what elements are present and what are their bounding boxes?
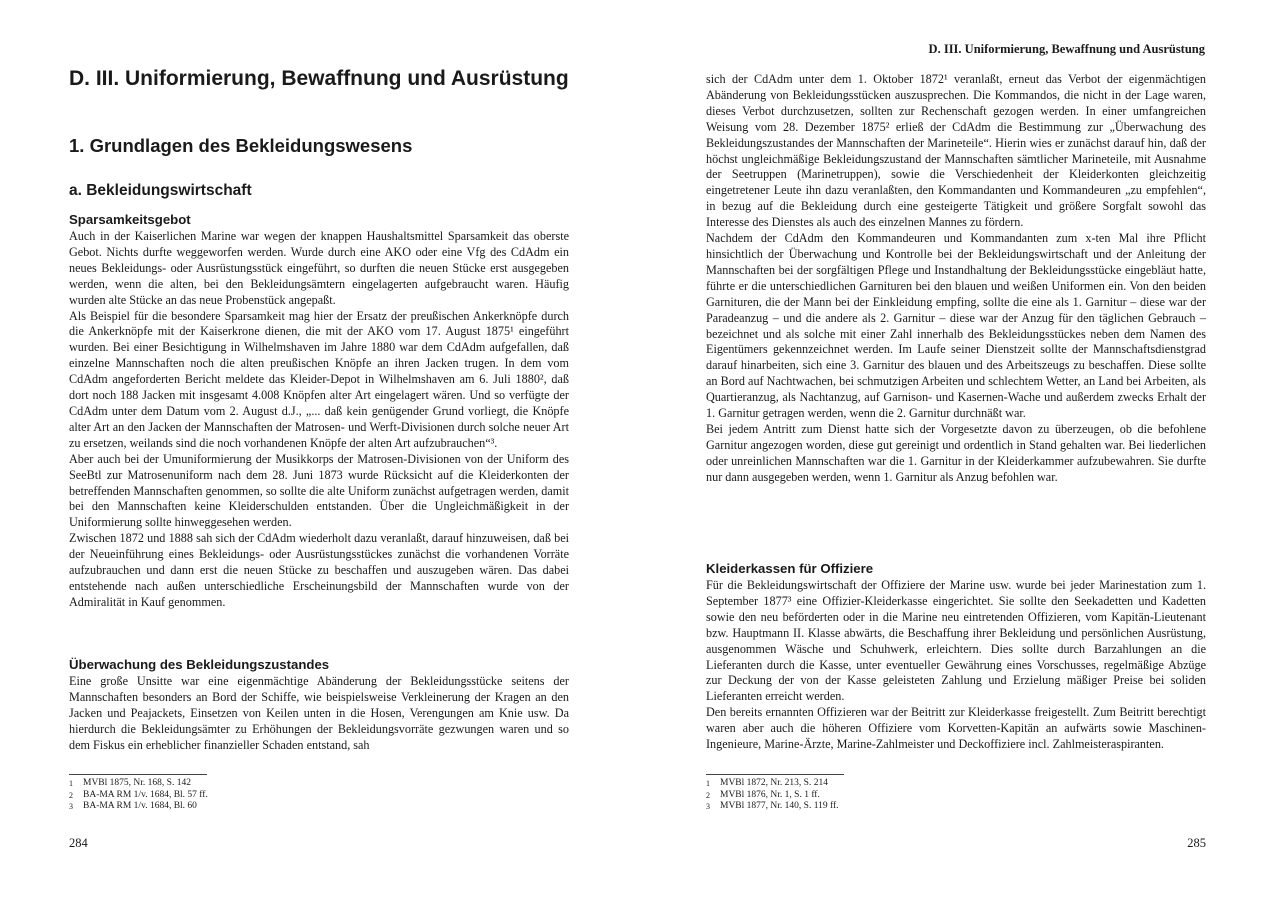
footnote <box>69 801 369 813</box>
paragraph: Auch in der Kaiserlichen Marine war wegen der knappen Haushaltsmittel Sparsamkeit das oberste Gebot. Nichts durfte weggeworfen werden. Wurde durch eine AKO oder eine Vfg des CdAdm ein neues Bekleidungs- oder Ausrüstungsstück eingeführt, so durften die neuen Stücke erst ausgegeben werden, wenn die alten, bei den Bekleidungsämtern eingelagerten aufgebraucht waren. Häufig wurden alte Stücke an das neue Probenstück angepaßt. <box>69 229 569 307</box>
footnote-separator <box>69 774 207 775</box>
footnote <box>706 801 1006 813</box>
paragraph: sich der CdAdm unter dem 1. Oktober 1872¹ veranlaßt, erneut das Verbot der eigenmächtigen Abänderung von Bekleidungsstücken auszusprechen. Die Kommandos, die nicht in der Lage waren, dieses Verbot durchzusetzen, sollten zur Rechenschaft gezogen werden. In einer umfangreichen Weisung vom 28. Dezember 1875² erließ der CdAdm die Bestimmung zur „Überwachung des Bekleidungszustandes der Mannschaften der Marineteile“. Hierin wies er zunächst darauf hin, daß der höchst ungleichmäßige Bekleidungszustand der Mannschaften sämtlicher Marineteile, mit Ausnahme der Seetruppen (Marinetruppen), sowie die Verschiedenheit der Kleiderkonten gleichzeitig eingetretener Leute ihn dazu veranlaßten, den Kommandanten und Kommandeuren „zu empfehlen“, in bezug auf die Bekleidung durch eine gesteigerte Tätigkeit und größere Sorgfalt sowohl das Interesse des Dienstes als auch des einzelnen Mannes zu fördern. <box>706 72 1206 230</box>
footnote-number: 2 <box>69 790 73 800</box>
paragraph: Für die Bekleidungswirtschaft der Offiziere der Marine usw. wurde bei jeder Marinestation zum 1. September 1877³ eine Offizier-Kleiderkasse eingerichtet. Sie sollte den Seekadetten und Kadetten sowie den neu beförderten oder in die Marine neu eintretenden Offizieren, vom Kapitän-Lieutenant bzw. Hauptmann II. Klasse abwärts, die Beschaffung ihrer Bekleidung und persönlichen Ausrüstung, ausgenommen Wäsche und Schuhwerk, erleichtern. Dies sollte durch Barzahlungen an die Lieferanten durch die Kasse, unter eventueller Gewährung eines Vorschusses, regelmäßige Abzüge zur Deckung der von der Kasse geleisteten Zahlung und Erzielung mäßiger Preise bei soliden Lieferanten erreicht werden. <box>706 578 1206 704</box>
footnote-text: BA-MA RM 1/v. 1684, Bl. 60 <box>83 801 197 811</box>
footnote <box>69 790 369 802</box>
footnote <box>706 778 1006 790</box>
footnote-text: MVBl 1877, Nr. 140, S. 119 ff. <box>720 801 839 811</box>
footnote-number: 1 <box>706 779 710 788</box>
paragraph: Den bereits ernannten Offizieren war der Beitritt zur Kleiderkasse freigestellt. Zum Beitritt berechtigt waren aber auch die höheren Offiziere vom Korvetten-Kapitän an aufwärts sowie Maschinen-Ingenieure, Marine-Ärzte, Marine-Zahlmeister und Deckoffiziere incl. Zahlmeisteraspiranten. <box>706 705 1206 752</box>
paragraph: Aber auch bei der Umuniformierung der Musikkorps der Matrosen-Divisionen von der Uniform des SeeBtl zur Matrosenuniform nach dem 28. Juni 1873 wurde Rücksicht auf die Kleiderkonten der betreffenden Mannschaften genommen, so sollte die alte Uniform zunächst aufgetragen werden, damit bei den Mannschaften keine Kleiderschulden entstanden. Über die Ungleichmäßigkeit in der Uniformierung sollte hinweggesehen werden. <box>69 451 569 530</box>
footnote-text: MVBl 1872, Nr. 213, S. 214 <box>720 778 828 788</box>
footnote-separator <box>706 774 844 775</box>
ueberwachung-section <box>69 656 569 754</box>
chapter-title: D. III. Uniformierung, Bewaffnung und Ausrüstung <box>69 67 569 90</box>
footnote <box>706 790 1006 802</box>
footnote <box>69 778 369 790</box>
footnotes <box>706 774 1006 813</box>
footnote-text: MVBl 1876, Nr. 1, S. 1 ff. <box>720 789 820 800</box>
heading-kleiderkassen: Kleiderkassen für Offiziere <box>706 561 874 576</box>
heading-ueberwachung: Überwachung des Bekleidungszustandes <box>69 657 330 672</box>
subsection-title: a. Bekleidungswirtschaft <box>69 182 252 199</box>
footnote-number: 3 <box>706 802 710 811</box>
page-number: 284 <box>69 836 88 850</box>
sparsamkeit-section <box>69 211 569 611</box>
heading-sparsamkeitsgebot: Sparsamkeitsgebot <box>69 212 191 227</box>
footnote-text: BA-MA RM 1/v. 1684, Bl. 57 ff. <box>83 789 208 800</box>
footnotes <box>69 774 369 813</box>
kleiderkassen-section <box>706 560 1206 753</box>
footnote-text: MVBl 1875, Nr. 168, S. 142 <box>83 778 191 788</box>
paragraph: Nachdem der CdAdm den Kommandeuren und Kommandanten zum x-ten Mal ihre Pflicht hinsichtlich der Überwachung und Kontrolle bei der Bekleidungswirtschaft und der Anleitung der Mannschaften bei der sorgfältigen Pflege und Instandhaltung der Bekleidungsstücke eingebläut hatte, führte er die unterschiedlichen Garnituren bei den blauen und weißen Uniformen ein. Von den beiden Garnituren, die der Mann bei der Einkleidung empfing, sollte die eine als 1. Garnitur – diese war der Paradeanzug – und die andere als 2. Garnitur – diese war der Anzug für den täglichen Gebrauch – bezeichnet und als solche mit einer Zahl innerhalb des Bekleidungsstückes neben dem Namen des Eigentümers gekennzeichnet werden. Im Laufe seiner Dienstzeit sollte der Mannschaftsdienstgrad darauf hinarbeiten, sich eine 3. Garnitur des blauen und des Arbeitszeugs zu beschaffen. Diese sollte an Bord auf Nachtwachen, bei schmutzigen Arbeiten und schlechtem Wetter, an Land bei Arbeiten, als Quartieranzug, als Nachtanzug, auf Garnison- und Kasernen-Wache und außerdem zwecks Erhalt der 1. Garnitur getragen werden, wenn die 2. Garnitur durchnäßt war. <box>706 231 1206 421</box>
paragraph: Als Beispiel für die besondere Sparsamkeit mag hier der Ersatz der preußischen Ankerknöpfe durch die Ankerknöpfe mit der Kaiserkrone dienen, die mit der AKO vom 17. August 1875¹ eingeführt wurden. Bei einer Besichtigung in Wilhelmshaven im Jahre 1880 war dem CdAdm aufgefallen, daß einzelne Mannschaften noch die alten preußischen Knöpfe an ihren Jacken trugen. In dem vom CdAdm angeforderten Bericht meldete das Kleider-Depot in Wilhelmshaven am 6. Juli 1880², daß dort noch 188 Jacken mit insgesamt 4.008 Knöpfen alter Art eingelagert wären. Und so verfügte der CdAdm unter dem Datum vom 2. August d.J., „... daß kein genügender Grund vorliegt, die Knöpfe alter Art an den Jacken der Mannschaften der Matrosen- und Werft-Divisionen durch solche neuer Art zu ersetzen, weilands sind die noch vorhandenen Knöpfe der alten Art aufzubrauchen“³. <box>69 308 569 450</box>
paragraph: Bei jedem Antritt zum Dienst hatte sich der Vorgesetzte davon zu überzeugen, ob die befohlene Garnitur angezogen worden, diese gut gereinigt und ordentlich in Stand gehalten war. Bei liederlichen oder unreinlichen Mannschaften war die 1. Garnitur in der Kleiderkammer aufzubewahren. Sie durfte nur dann ausgegeben werden, wenn 1. Garnitur als Anzug befohlen war. <box>706 421 1206 484</box>
section-title: 1. Grundlagen des Bekleidungswesens <box>69 135 413 156</box>
footnote-number: 2 <box>706 790 710 800</box>
ueberwachung-continued <box>706 72 1206 486</box>
footnote-number: 3 <box>69 802 73 811</box>
paragraph: Eine große Unsitte war eine eigenmächtige Abänderung der Bekleidungsstücke seitens der Mannschaften besonders an Bord der Schiffe, wie beispielsweise Verkleinerung der Kragen an den Jacken und Peajackets, Einsetzen von Keilen unten in die Hosen, Verengungen am Knie usw. Da hierdurch die Bekleidungsämter zu Erhöhungen der Bekleidungsvorräte gezwungen waren und so dem Fiskus ein erheblicher finanzieller Schaden entstand, sah <box>69 674 569 752</box>
footnote-number: 1 <box>69 779 73 788</box>
page-number: 285 <box>1187 836 1206 850</box>
paragraph: Zwischen 1872 und 1888 sah sich der CdAdm wiederholt dazu veranlaßt, darauf hinzuweisen, daß bei der Neueinführung eines Bekleidungs- oder Ausrüstungsstückes zunächst die vorhandenen Vorräte aufzubrauchen und dann erst die neuen Stücke zu beschaffen und auszugeben wären. Das dabei entstehende nach außen unterschiedliche Erscheinungsbild der Mannschaften wurde von der Admiralität in Kauf genommen. <box>69 531 569 609</box>
running-head: D. III. Uniformierung, Bewaffnung und Ausrüstung <box>928 42 1205 56</box>
